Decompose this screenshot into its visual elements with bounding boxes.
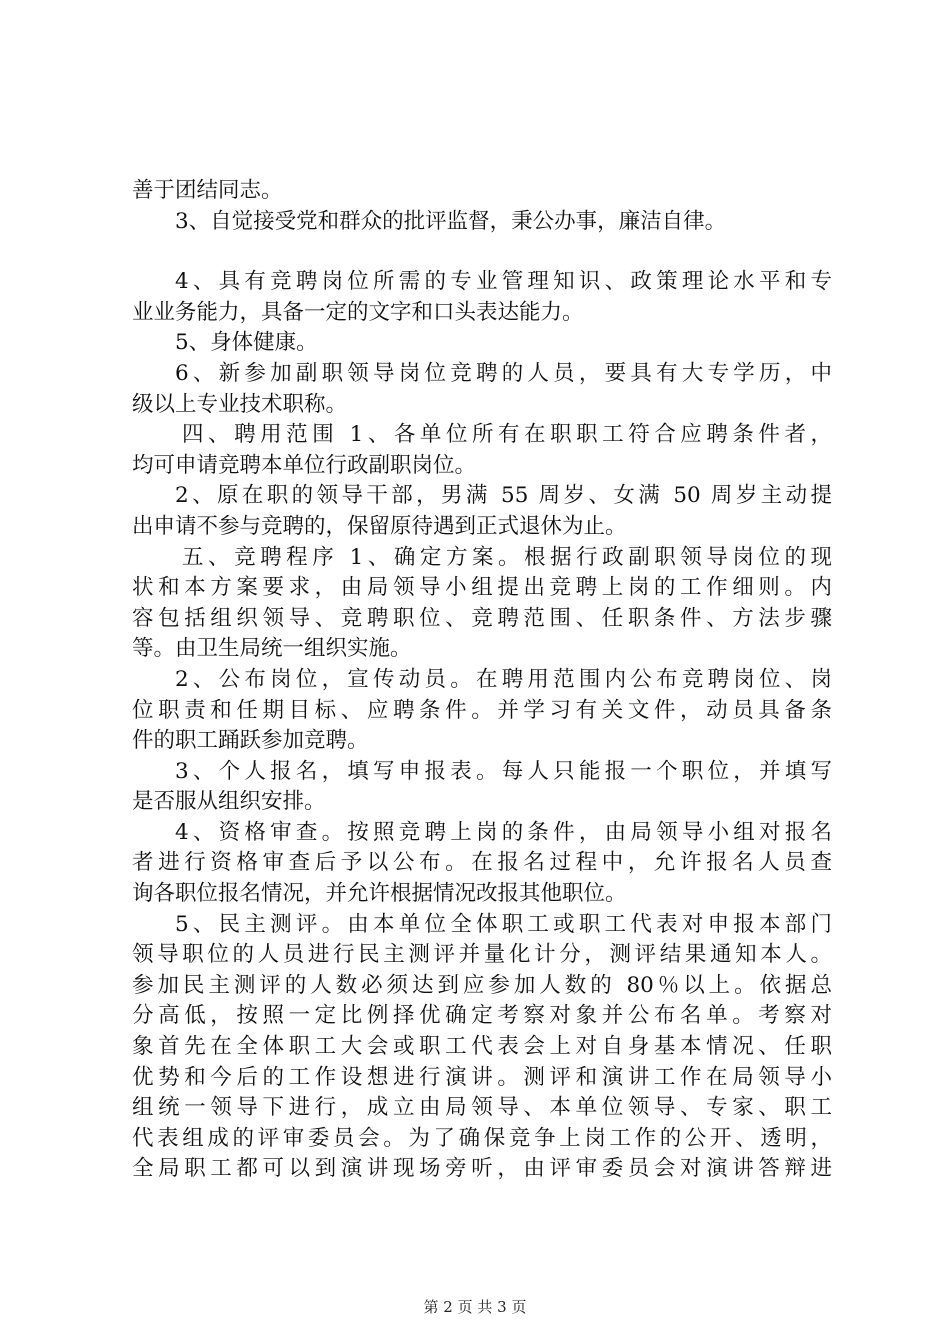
paragraph-line: 优势和今后的工作设想进行演讲。测评和演讲工作在局领导小 [132, 1064, 832, 1090]
paragraph-line: 5、身体健康。 [175, 330, 318, 356]
paragraph-line: 5、民主测评。由本单位全体职工或职工代表对申报本部门 [175, 911, 832, 937]
paragraph-line: 四、聘用范围 1、各单位所有在职职工符合应聘条件者， [182, 422, 832, 448]
paragraph-line: 4、具有竞聘岗位所需的专业管理知识、政策理论水平和专 [175, 269, 832, 295]
paragraph-line: 者进行资格审查后予以公布。在报名过程中，允许报名人员查 [132, 850, 832, 876]
paragraph-line: 3、自觉接受党和群众的批评监督，秉公办事，廉洁自律。 [175, 208, 727, 234]
paragraph-line: 代表组成的评审委员会。为了确保竞争上岗工作的公开、透明， [132, 1125, 832, 1151]
paragraph-line: 业业务能力，具备一定的文字和口头表达能力。 [132, 299, 584, 325]
blank-line [132, 237, 832, 267]
paragraph-line: 件的职工踊跃参加竞聘。 [132, 728, 369, 754]
paragraph-line: 等。由卫生局统一组织实施。 [132, 636, 412, 662]
paragraph-line: 4、资格审查。按照竞聘上岗的条件，由局领导小组对报名 [175, 819, 832, 845]
paragraph-line: 象首先在全体职工大会或职工代表会上对自身基本情况、任职 [132, 1034, 832, 1060]
paragraph-line: 位职责和任期目标、应聘条件。并学习有关文件，动员具备条 [132, 697, 832, 723]
paragraph-line: 3、个人报名，填写申报表。每人只能报一个职位，并填写 [175, 758, 832, 784]
paragraph-line: 出申请不参与竞聘的，保留原待遇到正式退休为止。 [132, 513, 627, 539]
page-footer: 第 2 页 共 3 页 [423, 1298, 527, 1316]
paragraph-line: 级以上专业技术职称。 [132, 391, 348, 417]
paragraph-line: 状和本方案要求，由局领导小组提出竞聘上岗的工作细则。内 [132, 575, 832, 601]
paragraph-line: 分高低，按照一定比例择优确定考察对象并公布名单。考察对 [132, 1003, 832, 1029]
document-body [132, 176, 832, 1185]
paragraph-line: 五、竞聘程序 1、确定方案。根据行政副职领导岗位的现 [182, 544, 832, 570]
paragraph-line: 善于团结同志。 [132, 178, 283, 203]
paragraph-line: 询各职位报名情况，并允许根据情况改报其他职位。 [132, 881, 627, 907]
paragraph-line: 是否服从组织安排。 [132, 789, 326, 815]
paragraph-line: 均可申请竞聘本单位行政副职岗位。 [132, 452, 477, 478]
paragraph-line: 容包括组织领导、竞聘职位、竞聘范围、任职条件、方法步骤 [132, 605, 832, 631]
paragraph-line: 参加民主测评的人数必须达到应参加人数的 80％以上。依据总 [132, 972, 832, 998]
paragraph-line: 领导职位的人员进行民主测评并量化计分，测评结果通知本人。 [132, 942, 832, 968]
paragraph-line: 2、原在职的领导干部，男满 55 周岁、女满 50 周岁主动提 [175, 483, 832, 509]
paragraph-line: 6、新参加副职领导岗位竞聘的人员，要具有大专学历，中 [175, 360, 832, 386]
paragraph-line: 组统一领导下进行，成立由局领导、本单位领导、专家、职工 [132, 1095, 832, 1121]
paragraph-line: 2、公布岗位，宣传动员。在聘用范围内公布竞聘岗位、岗 [175, 666, 832, 692]
paragraph-line: 全局职工都可以到演讲现场旁听，由评审委员会对演讲答辩进 [132, 1156, 832, 1182]
